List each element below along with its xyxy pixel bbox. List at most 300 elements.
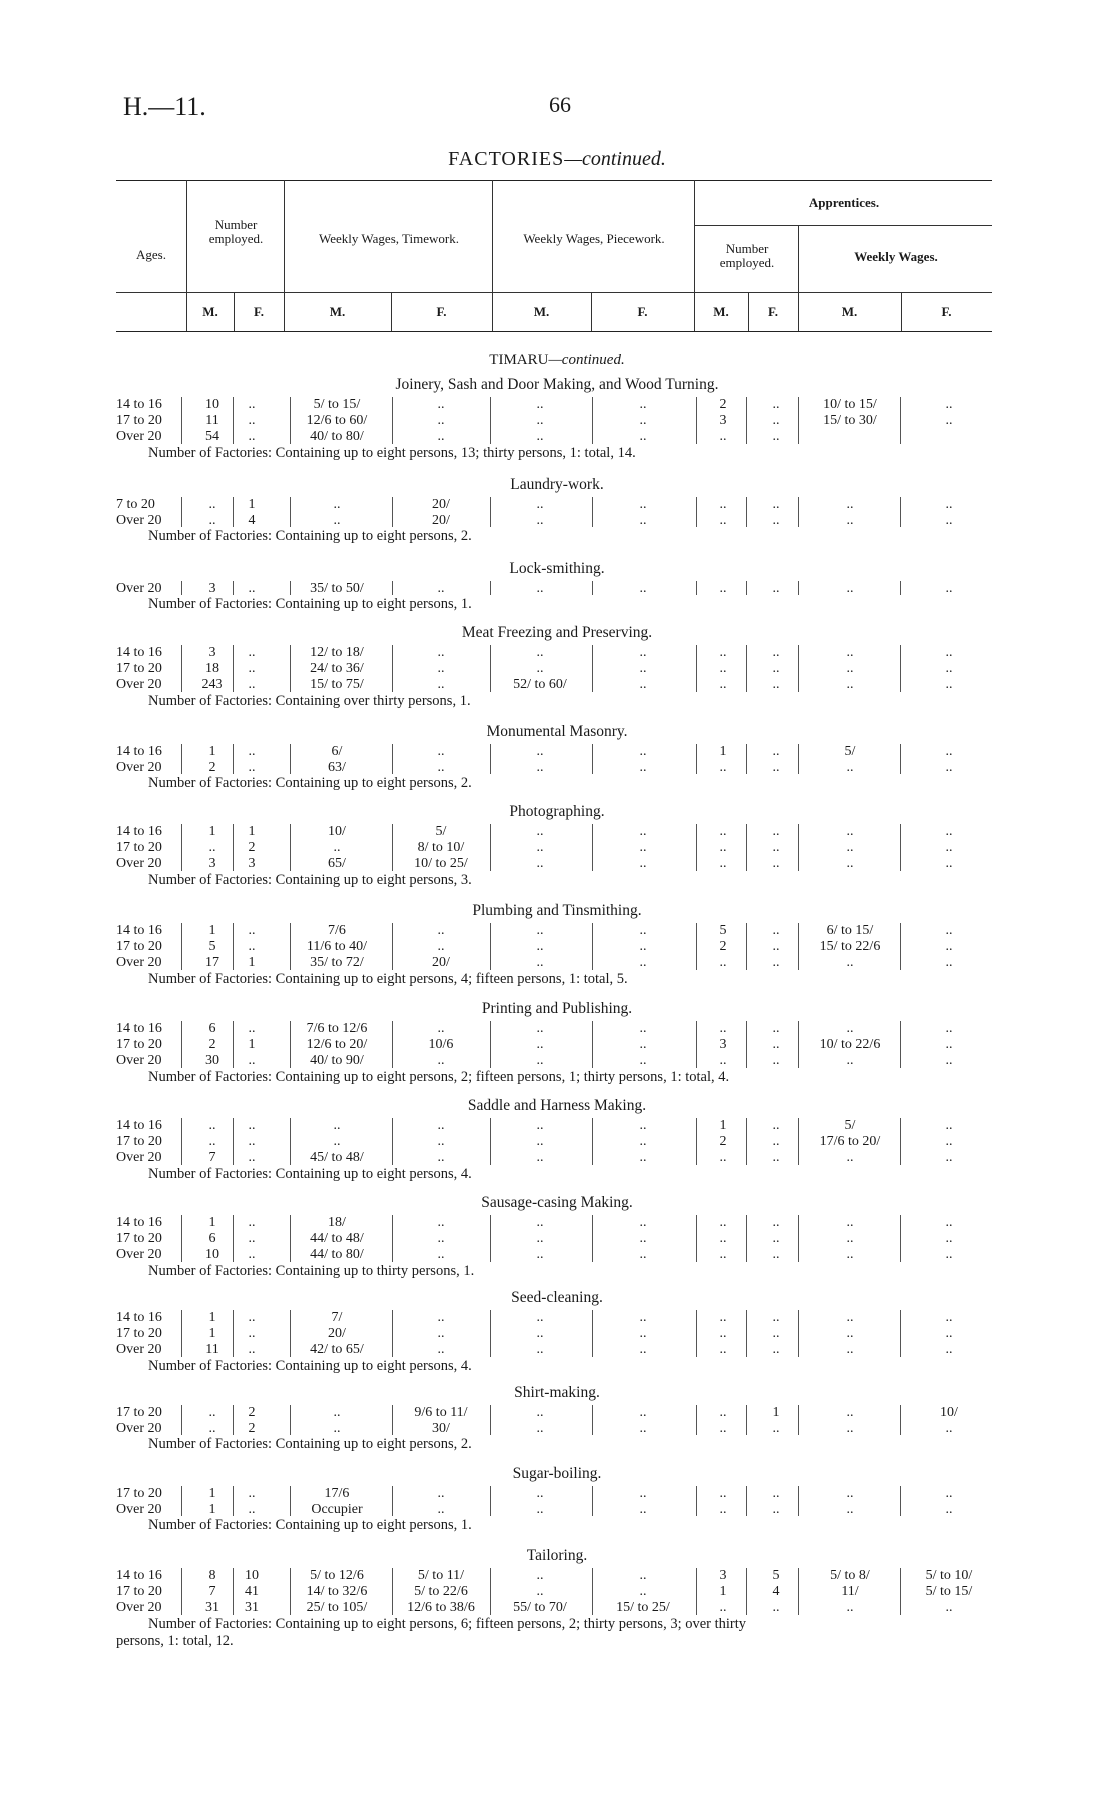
table-cell: .. [437, 413, 445, 429]
table-cell: 44/ to 48/ [310, 1231, 364, 1247]
table-cell: Over 20 [116, 1600, 162, 1616]
table-cell: .. [846, 677, 854, 693]
table-cell: .. [248, 581, 256, 596]
table-cell: .. [536, 1568, 544, 1583]
table-cell: 17 [205, 955, 219, 971]
table-cell: .. [536, 645, 544, 660]
table-cell: 2 [719, 939, 727, 955]
column-separator [181, 581, 182, 595]
col-f: F. [941, 304, 952, 319]
table-cell: .. [208, 1134, 216, 1150]
column-separator [181, 1405, 182, 1435]
column-separator [392, 1568, 393, 1615]
table-cell: 5 [772, 1568, 780, 1583]
column-separator [696, 1021, 697, 1068]
table-cell: .. [437, 1326, 445, 1342]
table-cell: .. [536, 1118, 544, 1133]
column-separator [900, 824, 901, 871]
column-separator [798, 1118, 799, 1165]
table-cell: .. [248, 1215, 256, 1230]
table-cell: .. [846, 1600, 854, 1616]
table-cell: 3 [208, 856, 216, 872]
table-cell: .. [639, 1231, 647, 1247]
table-cell: .. [248, 677, 256, 693]
table-cell: 24/ to 36/ [310, 661, 364, 677]
column-separator [290, 1215, 291, 1262]
table-cell: 4 [772, 1584, 780, 1600]
table-cell: 14 to 16 [116, 923, 162, 938]
table-cell: .. [945, 1600, 953, 1616]
table-row [0, 1036, 1114, 1053]
table-cell: 12/6 to 60/ [306, 413, 368, 429]
table-cell: .. [437, 1053, 445, 1069]
table-cell: .. [536, 760, 544, 776]
table-cell: 10 [205, 397, 219, 412]
table-cell: 2 [719, 1134, 727, 1150]
col-m: M. [202, 304, 218, 319]
section-title: Tailoring. [526, 1547, 588, 1564]
table-cell: 40/ to 80/ [310, 429, 364, 445]
table-cell: .. [639, 1053, 647, 1069]
table-cell: 17 to 20 [116, 840, 162, 856]
table-cell: .. [719, 645, 727, 660]
table-cell: .. [772, 1600, 780, 1616]
table-cell: .. [536, 824, 544, 839]
table-cell: 1 [719, 1118, 727, 1133]
table-cell: .. [846, 856, 854, 872]
column-separator [490, 1405, 491, 1435]
table-cell: .. [719, 1150, 727, 1166]
table-cell: .. [536, 840, 544, 856]
table-cell: .. [248, 429, 256, 445]
column-separator [798, 1568, 799, 1615]
table-cell: .. [772, 581, 780, 596]
table-cell: 17 to 20 [116, 1037, 162, 1053]
column-separator [233, 581, 234, 595]
table-cell: 55/ to 70/ [513, 1600, 567, 1616]
section-title: Printing and Publishing. [481, 1000, 633, 1017]
table-cell: .. [772, 955, 780, 971]
column-separator [392, 1118, 393, 1165]
table-cell: .. [536, 1342, 544, 1358]
column-separator [290, 923, 291, 970]
table-cell: .. [719, 1342, 727, 1358]
table-row [0, 496, 1114, 513]
table-row [0, 1230, 1114, 1247]
table-cell: .. [719, 1021, 727, 1036]
table-cell: .. [208, 840, 216, 856]
table-cell: 14 to 16 [116, 744, 162, 759]
table-cell: .. [248, 1134, 256, 1150]
page-title-suffix: —continued. [564, 148, 666, 170]
column-separator [900, 581, 901, 595]
section-title: Joinery, Sash and Door Making, and Wood Turning. [395, 376, 719, 393]
table-cell: 12/ to 18/ [310, 645, 364, 660]
table-cell: .. [639, 840, 647, 856]
column-separator [798, 1310, 799, 1357]
column-separator [392, 744, 393, 774]
column-separator [746, 645, 747, 692]
section-title: Saddle and Harness Making. [467, 1097, 647, 1114]
column-separator [490, 1310, 491, 1357]
column-separator [592, 645, 593, 692]
column-separator [181, 1310, 182, 1357]
col-m: M. [329, 304, 346, 319]
table-cell: .. [536, 1247, 544, 1263]
table-cell: 12/6 to 20/ [306, 1037, 368, 1053]
table-cell: .. [719, 1326, 727, 1342]
column-separator [290, 397, 291, 444]
table-cell: .. [772, 1134, 780, 1150]
table-cell: 10/ to 15/ [823, 397, 877, 412]
table-row [0, 1501, 1114, 1518]
table-cell: 5/ to 22/6 [414, 1584, 468, 1600]
table-cell: .. [639, 413, 647, 429]
table-cell: .. [437, 1247, 445, 1263]
table-cell: 6 [208, 1231, 216, 1247]
table-cell: .. [639, 429, 647, 445]
table-cell: 30 [205, 1053, 219, 1069]
table-cell: .. [772, 1421, 780, 1437]
table-cell: .. [772, 923, 780, 938]
table-cell: .. [639, 824, 647, 839]
table-cell: 1 [719, 744, 727, 759]
factory-count-note: Number of Factories: Containing up to eight persons, 2. [148, 528, 472, 545]
column-separator [746, 1568, 747, 1615]
factory-count-note: Number of Factories: Containing up to eight persons, 6; fifteen persons, 2; thirty persons, 3; over thirty [148, 1615, 747, 1632]
table-cell: 54 [205, 429, 219, 445]
table-cell: 17 to 20 [116, 1405, 162, 1420]
table-row [0, 1020, 1114, 1037]
table-cell: 10/6 [428, 1037, 454, 1053]
column-separator [592, 923, 593, 970]
table-cell: .. [846, 1421, 854, 1437]
table-cell: .. [945, 1037, 953, 1053]
table-cell: 15/ to 30/ [823, 413, 877, 429]
table-cell: 5/ to 12/6 [310, 1568, 364, 1583]
table-row [0, 759, 1114, 776]
table-cell: 5/ to 8/ [830, 1568, 870, 1583]
table-cell: 10/ [940, 1405, 958, 1420]
table-cell: 1 [208, 744, 216, 759]
table-cell: 14 to 16 [116, 1118, 162, 1133]
table-cell: Over 20 [116, 1247, 162, 1263]
table-row [0, 1420, 1114, 1437]
table-cell: .. [248, 1053, 256, 1069]
district-name: TIMARU [489, 352, 549, 368]
table-cell: .. [846, 513, 854, 529]
column-separator [746, 744, 747, 774]
table-cell: Occupier [311, 1502, 363, 1518]
table-cell: .. [333, 840, 341, 856]
table-cell: 18 [205, 661, 219, 677]
col-weekly-timework: Weekly Wages, Timework. [319, 231, 459, 246]
factory-count-note: Number of Factories: Containing up to eight persons, 13; thirty persons, 1: total, 14. [148, 444, 636, 461]
table-cell: 243 [201, 677, 223, 693]
column-separator [181, 1118, 182, 1165]
column-separator [696, 744, 697, 774]
table-row [0, 1214, 1114, 1231]
table-row [0, 938, 1114, 955]
table-cell: .. [333, 1405, 341, 1420]
table-cell: .. [536, 923, 544, 938]
table-cell: 11 [205, 1342, 219, 1358]
table-cell: .. [248, 661, 256, 677]
column-separator [798, 645, 799, 692]
table-header [116, 180, 992, 332]
column-separator [490, 1568, 491, 1615]
table-cell: .. [846, 1247, 854, 1263]
table-cell: 35/ to 72/ [310, 955, 364, 971]
table-cell: 7 [208, 1584, 216, 1600]
table-cell: .. [248, 1021, 256, 1036]
table-cell: .. [333, 1421, 341, 1437]
column-separator [290, 744, 291, 774]
table-cell: .. [437, 661, 445, 677]
table-cell: 20/ [432, 497, 450, 512]
column-separator [490, 581, 491, 595]
col-f: F. [637, 304, 648, 319]
column-separator [592, 824, 593, 871]
table-row [0, 954, 1114, 971]
table-cell: .. [536, 1021, 544, 1036]
column-separator [592, 1021, 593, 1068]
table-cell: 1 [248, 497, 256, 512]
table-cell: .. [846, 824, 854, 839]
table-cell: .. [772, 513, 780, 529]
table-cell: .. [945, 1231, 953, 1247]
table-cell: .. [945, 645, 953, 660]
table-cell: .. [437, 645, 445, 660]
column-separator [392, 1215, 393, 1262]
factory-count-note: Number of Factories: Containing over thirty persons, 1. [148, 692, 471, 709]
table-cell: 17 to 20 [116, 413, 162, 429]
table-cell: Over 20 [116, 1502, 162, 1518]
table-cell: .. [719, 1421, 727, 1437]
table-cell: .. [772, 1231, 780, 1247]
section-title: Monumental Masonry. [486, 723, 628, 740]
column-separator [696, 645, 697, 692]
table-cell: 17 to 20 [116, 939, 162, 955]
table-cell: .. [248, 397, 256, 412]
table-cell: .. [945, 581, 953, 596]
column-separator [746, 1405, 747, 1435]
table-cell: .. [719, 955, 727, 971]
table-cell: .. [639, 1486, 647, 1501]
table-cell: 1 [772, 1405, 780, 1420]
table-cell: 14 to 16 [116, 1215, 162, 1230]
table-cell: .. [945, 1326, 953, 1342]
column-separator [490, 397, 491, 444]
table-cell: .. [719, 1247, 727, 1263]
table-row [0, 922, 1114, 939]
table-cell: .. [719, 1502, 727, 1518]
column-separator [696, 397, 697, 444]
page-title-main: FACTORIES [448, 148, 565, 170]
table-cell: 1 [248, 824, 256, 839]
table-cell: .. [772, 661, 780, 677]
table-cell: .. [945, 744, 953, 759]
table-cell: .. [437, 923, 445, 938]
table-cell: 2 [248, 840, 256, 856]
table-cell: 10/ to 25/ [414, 856, 468, 872]
district-suffix: —continued. [548, 352, 625, 368]
table-cell: .. [772, 840, 780, 856]
table-row [0, 396, 1114, 413]
table-cell: Over 20 [116, 955, 162, 971]
column-separator [181, 397, 182, 444]
header-rule-apprentices [694, 225, 992, 226]
table-cell: .. [945, 1021, 953, 1036]
header-rule-top [116, 180, 992, 181]
table-cell: .. [437, 744, 445, 759]
table-cell: .. [772, 1053, 780, 1069]
table-cell: .. [536, 955, 544, 971]
column-separator [290, 1118, 291, 1165]
table-cell: .. [846, 1502, 854, 1518]
table-cell: .. [945, 840, 953, 856]
column-separator [592, 744, 593, 774]
column-separator [490, 923, 491, 970]
table-cell: .. [846, 1053, 854, 1069]
table-cell: 5/ to 10/ [925, 1568, 973, 1583]
table-cell: 17/6 [324, 1486, 350, 1501]
table-cell: .. [945, 955, 953, 971]
table-cell: .. [945, 1118, 953, 1133]
table-cell: 17 to 20 [116, 661, 162, 677]
table-cell: .. [846, 497, 854, 512]
table-row [0, 1341, 1114, 1358]
table-cell: .. [536, 1502, 544, 1518]
table-cell: Over 20 [116, 677, 162, 693]
table-cell: .. [208, 497, 216, 512]
table-cell: .. [945, 1310, 953, 1325]
table-cell: .. [945, 677, 953, 693]
table-cell: .. [639, 661, 647, 677]
table-cell: .. [772, 1486, 780, 1501]
table-cell: .. [772, 677, 780, 693]
column-separator [592, 1215, 593, 1262]
table-cell: .. [248, 1310, 256, 1325]
factory-count-note: Number of Factories: Containing up to eight persons, 1. [148, 596, 472, 613]
table-cell: .. [846, 1310, 854, 1325]
table-cell: 45/ to 48/ [310, 1150, 364, 1166]
table-cell: 14 to 16 [116, 824, 162, 839]
table-cell: .. [639, 1584, 647, 1600]
table-cell: 2 [719, 397, 727, 412]
table-cell: 15/ to 22/6 [819, 939, 881, 955]
column-separator [181, 1568, 182, 1615]
table-cell: .. [536, 581, 544, 596]
column-separator [233, 1568, 234, 1615]
table-cell: .. [772, 760, 780, 776]
table-cell: .. [248, 760, 256, 776]
table-cell: .. [333, 1134, 341, 1150]
table-cell: .. [945, 661, 953, 677]
table-cell: 17 to 20 [116, 1486, 162, 1501]
table-row [0, 580, 1114, 597]
table-row [0, 1133, 1114, 1150]
column-separator [798, 497, 799, 527]
table-cell: .. [639, 513, 647, 529]
report-reference: H.—11. [123, 92, 206, 121]
table-cell: .. [719, 760, 727, 776]
column-separator [798, 1486, 799, 1516]
column-separator [392, 397, 393, 444]
column-separator [233, 1486, 234, 1516]
table-cell: 2 [248, 1421, 256, 1437]
col-f: F. [768, 304, 778, 319]
table-cell: 17 to 20 [116, 1231, 162, 1247]
table-cell: .. [437, 1310, 445, 1325]
table-row [0, 1149, 1114, 1166]
col-app-weekly-wages: Weekly Wages. [854, 249, 938, 264]
column-separator [592, 581, 593, 595]
table-cell: .. [639, 1502, 647, 1518]
col-apprentices: Apprentices. [808, 195, 880, 210]
table-cell: Over 20 [116, 1342, 162, 1358]
column-separator [696, 581, 697, 595]
table-cell: .. [208, 1421, 216, 1437]
table-cell: .. [536, 744, 544, 759]
col-app-number-employed: Number employed. [719, 241, 775, 270]
table-cell: .. [945, 1342, 953, 1358]
col-f: F. [436, 304, 447, 319]
table-cell: Over 20 [116, 1053, 162, 1069]
table-cell: .. [945, 1502, 953, 1518]
table-cell: Over 20 [116, 581, 162, 596]
table-cell: 31 [205, 1600, 219, 1616]
table-cell: 5 [719, 923, 727, 938]
table-cell: .. [772, 397, 780, 412]
column-separator [290, 1405, 291, 1435]
table-cell: .. [772, 1247, 780, 1263]
table-cell: .. [772, 744, 780, 759]
header-rule-bottom [116, 331, 992, 332]
table-cell: .. [846, 1405, 854, 1420]
table-cell: .. [639, 1326, 647, 1342]
table-cell: .. [208, 1405, 216, 1420]
table-cell: .. [772, 1342, 780, 1358]
table-cell: .. [945, 397, 953, 412]
column-separator [696, 497, 697, 527]
table-cell: .. [248, 1231, 256, 1247]
column-separator [900, 1486, 901, 1516]
column-separator [490, 1021, 491, 1068]
table-cell: .. [437, 1134, 445, 1150]
col-f: F. [254, 304, 264, 319]
section-title: Sausage-casing Making. [481, 1194, 633, 1211]
table-cell: .. [248, 1486, 256, 1501]
table-cell: .. [846, 840, 854, 856]
table-cell: .. [536, 1310, 544, 1325]
table-cell: .. [639, 1150, 647, 1166]
column-separator [900, 1118, 901, 1165]
table-row [0, 428, 1114, 445]
section-title: Sugar-boiling. [512, 1465, 602, 1482]
table-row [0, 1052, 1114, 1069]
table-cell: 1 [208, 1326, 216, 1342]
table-cell: .. [846, 581, 854, 596]
table-cell: 2 [248, 1405, 256, 1420]
section-title: Laundry-work. [510, 476, 604, 493]
table-cell: 1 [208, 923, 216, 938]
table-cell: 14 to 16 [116, 645, 162, 660]
table-cell: 17 to 20 [116, 1584, 162, 1600]
table-cell: .. [639, 760, 647, 776]
table-cell: .. [536, 1486, 544, 1501]
table-cell: 3 [719, 1037, 727, 1053]
